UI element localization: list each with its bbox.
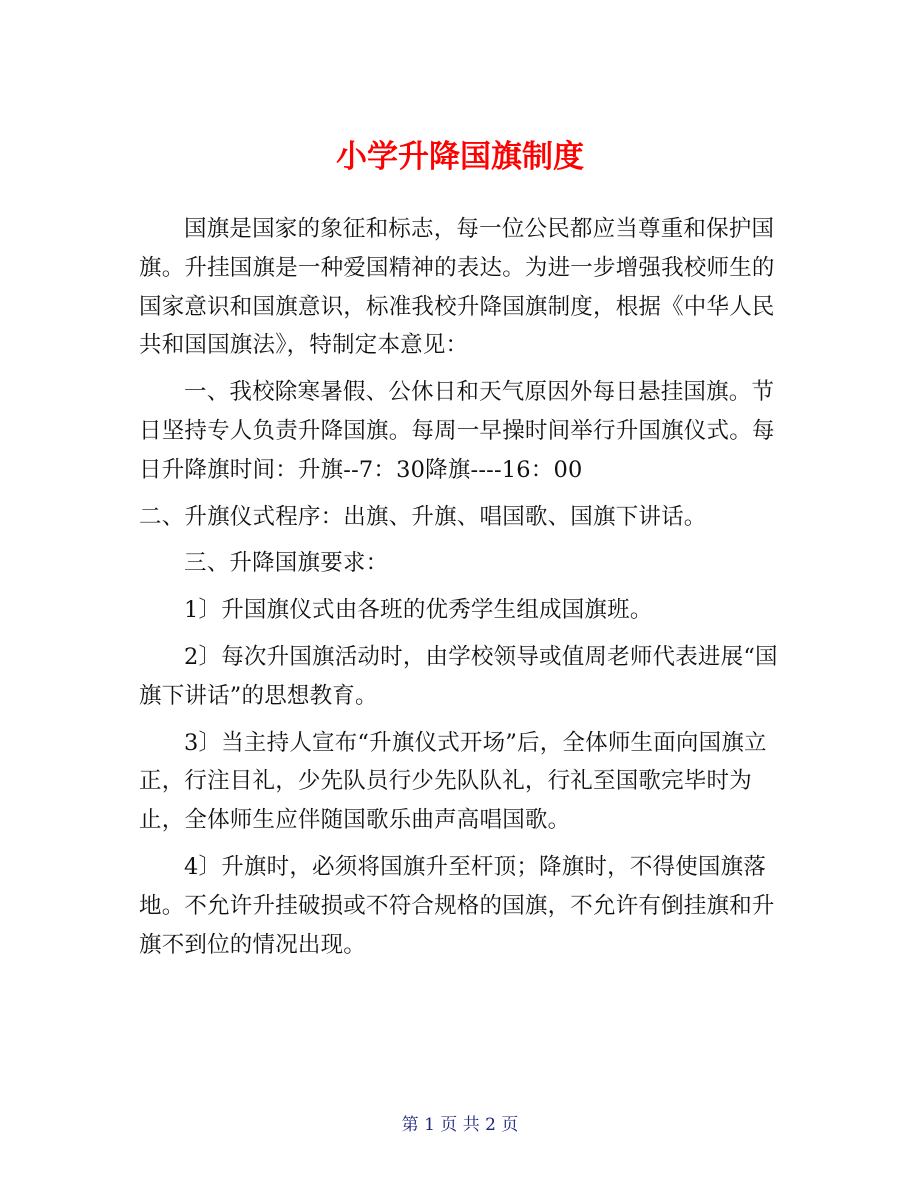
paragraph-intro: 国旗是国家的象征和标志，每一位公民都应当尊重和保护国旗。升挂国旗是一种爱国精神的表达。为进一步增强我校师生的国家意识和国旗意识，标准我校升降国旗制度，根据《中华人民共和国国旗法》，特制定本意见： <box>139 216 775 359</box>
document-title: 小学升降国旗制度 <box>336 138 584 175</box>
paragraph-subitem-3: 3〕当主持人宣布“升旗仪式开场”后，全体师生面向国旗立正，行注目礼，少先队员行少先队队礼，行礼至国歌完毕时为止，全体师生应伴随国歌乐曲声高唱国歌。 <box>139 729 767 834</box>
page-number-footer: 第 1 页 共 2 页 <box>401 1115 519 1135</box>
paragraph-item-2: 二、升旗仪式程序：出旗、升旗、唱国歌、国旗下讲话。 <box>139 503 707 530</box>
paragraph-item-3: 三、升降国旗要求： <box>184 550 389 577</box>
paragraph-subitem-2: 2〕每次升国旗活动时，由学校领导或值周老师代表进展“国旗下讲话”的思想教育。 <box>139 643 778 709</box>
paragraph-subitem-4: 4〕升旗时，必须将国旗升至杆顶；降旗时，不得使国旗落地。不允许升挂破损或不符合规格的国旗，不允许有倒挂旗和升旗不到位的情况出现。 <box>139 853 775 958</box>
paragraph-item-1: 一、我校除寒暑假、公休日和天气原因外每日悬挂国旗。节日坚持专人负责升降国旗。每周一早操时间举行升国旗仪式。每日升降旗时间：升旗--7：30降旗----16：00 <box>139 379 775 483</box>
paragraph-subitem-1: 1〕升国旗仪式由各班的优秀学生组成国旗班。 <box>184 597 653 624</box>
document-body <box>139 210 789 964</box>
